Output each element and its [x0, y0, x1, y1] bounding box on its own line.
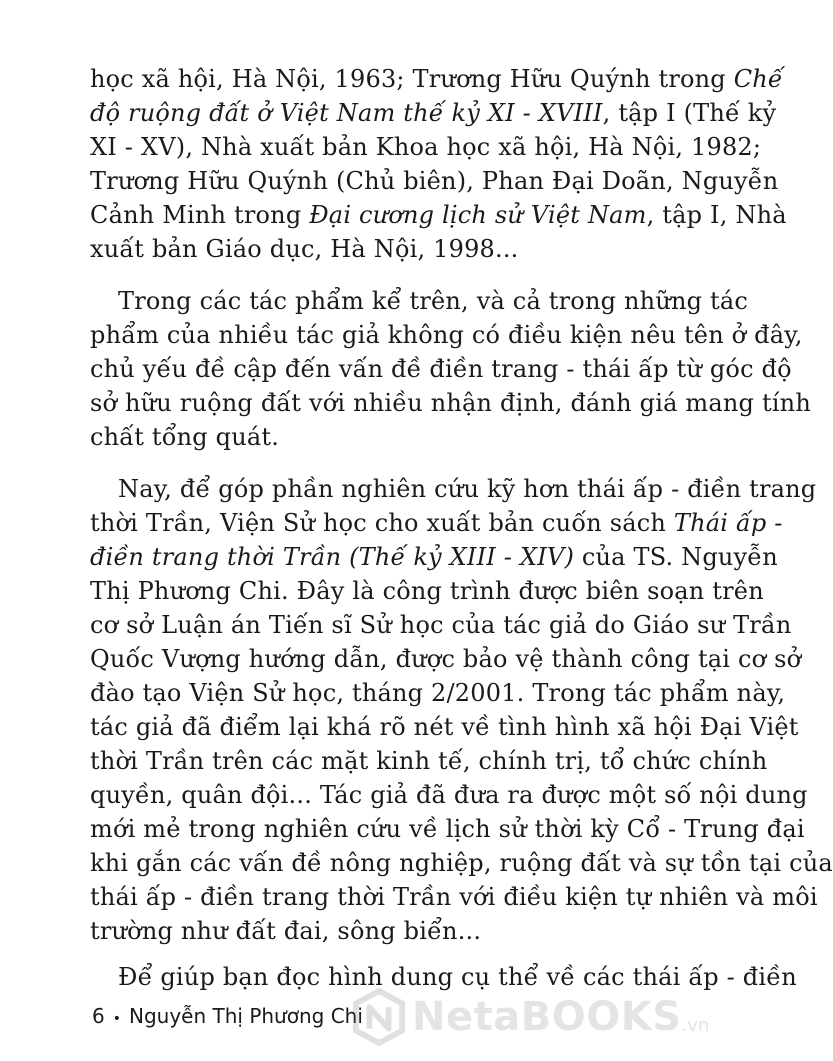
footer-bullet: • — [112, 1011, 121, 1027]
body-text — [90, 62, 833, 994]
text-line: xuất bản Giáo dục, Hà Nội, 1998... — [90, 235, 519, 263]
watermark — [350, 988, 709, 1046]
text-line: XI - XV), Nhà xuất bản Khoa học xã hội, Hà Nội, 1982; — [90, 133, 762, 161]
paragraph-3 — [90, 472, 833, 948]
text-line: phẩm của nhiều tác giả không có điều kiện nêu tên ở đây, — [90, 321, 803, 349]
text-line: sở hữu ruộng đất với nhiều nhận định, đánh giá mang tính — [90, 389, 811, 417]
text-line: Để giúp bạn đọc hình dung cụ thể về các thái ấp - điền — [118, 963, 797, 991]
text-line: Nay, để góp phần nghiên cứu kỹ hơn thái ấp - điền trang — [118, 475, 817, 503]
text-line: học xã hội, Hà Nội, 1963; Trương Hữu Quýnh trong Chế — [90, 65, 783, 93]
page-number: 6 — [92, 1004, 105, 1028]
text-line: Trương Hữu Quýnh (Chủ biên), Phan Đại Doãn, Nguyễn — [90, 167, 779, 195]
text-line: thái ấp - điền trang thời Trần với điều kiện tự nhiên và môi — [90, 883, 818, 911]
text-line: chất tổng quát. — [90, 423, 280, 451]
text-line: thời Trần trên các mặt kinh tế, chính trị, tổ chức chính — [90, 747, 768, 775]
page-footer — [92, 1004, 363, 1028]
text-line: trường như đất đai, sông biển... — [90, 917, 482, 945]
text-line: mới mẻ trong nghiên cứu về lịch sử thời kỳ Cổ - Trung đại — [90, 815, 805, 843]
text-line: quyền, quân đội... Tác giả đã đưa ra được một số nội dung — [90, 781, 808, 809]
author-name: Nguyễn Thị Phương Chi — [129, 1004, 363, 1028]
text-line: điền trang thời Trần (Thế kỷ XIII - XIV) của TS. Nguyễn — [90, 543, 778, 571]
text-line: cơ sở Luận án Tiến sĩ Sử học của tác giả do Giáo sư Trần — [90, 611, 792, 639]
text-line: khi gắn các vấn đề nông nghiệp, ruộng đất và sự tồn tại của — [90, 849, 833, 877]
paragraph-1 — [90, 62, 787, 266]
watermark-brand: NetaBOOKS — [412, 994, 682, 1040]
text-line: Trong các tác phẩm kể trên, và cả trong những tác — [118, 287, 749, 315]
netabooks-logo-icon — [350, 988, 408, 1046]
text-line: đào tạo Viện Sử học, tháng 2/2001. Trong tác phẩm này, — [90, 679, 786, 707]
paragraph-2 — [90, 284, 811, 454]
text-line: Quốc Vượng hướng dẫn, được bảo vệ thành công tại cơ sở — [90, 645, 802, 673]
text-line: Thị Phương Chi. Đây là công trình được biên soạn trên — [90, 577, 764, 605]
text-line: chủ yếu đề cập đến vấn đề điền trang - thái ấp từ góc độ — [90, 355, 792, 383]
text-line: tác giả đã điểm lại khá rõ nét về tình hình xã hội Đại Việt — [90, 713, 799, 741]
text-line: độ ruộng đất ở Việt Nam thế kỷ XI - XVIII, tập I (Thế kỷ — [90, 99, 777, 127]
watermark-suffix: .vn — [681, 1015, 710, 1036]
text-line: thời Trần, Viện Sử học cho xuất bản cuốn sách Thái ấp - — [90, 509, 783, 537]
text-line: Cảnh Minh trong Đại cương lịch sử Việt Nam, tập I, Nhà — [90, 201, 787, 229]
